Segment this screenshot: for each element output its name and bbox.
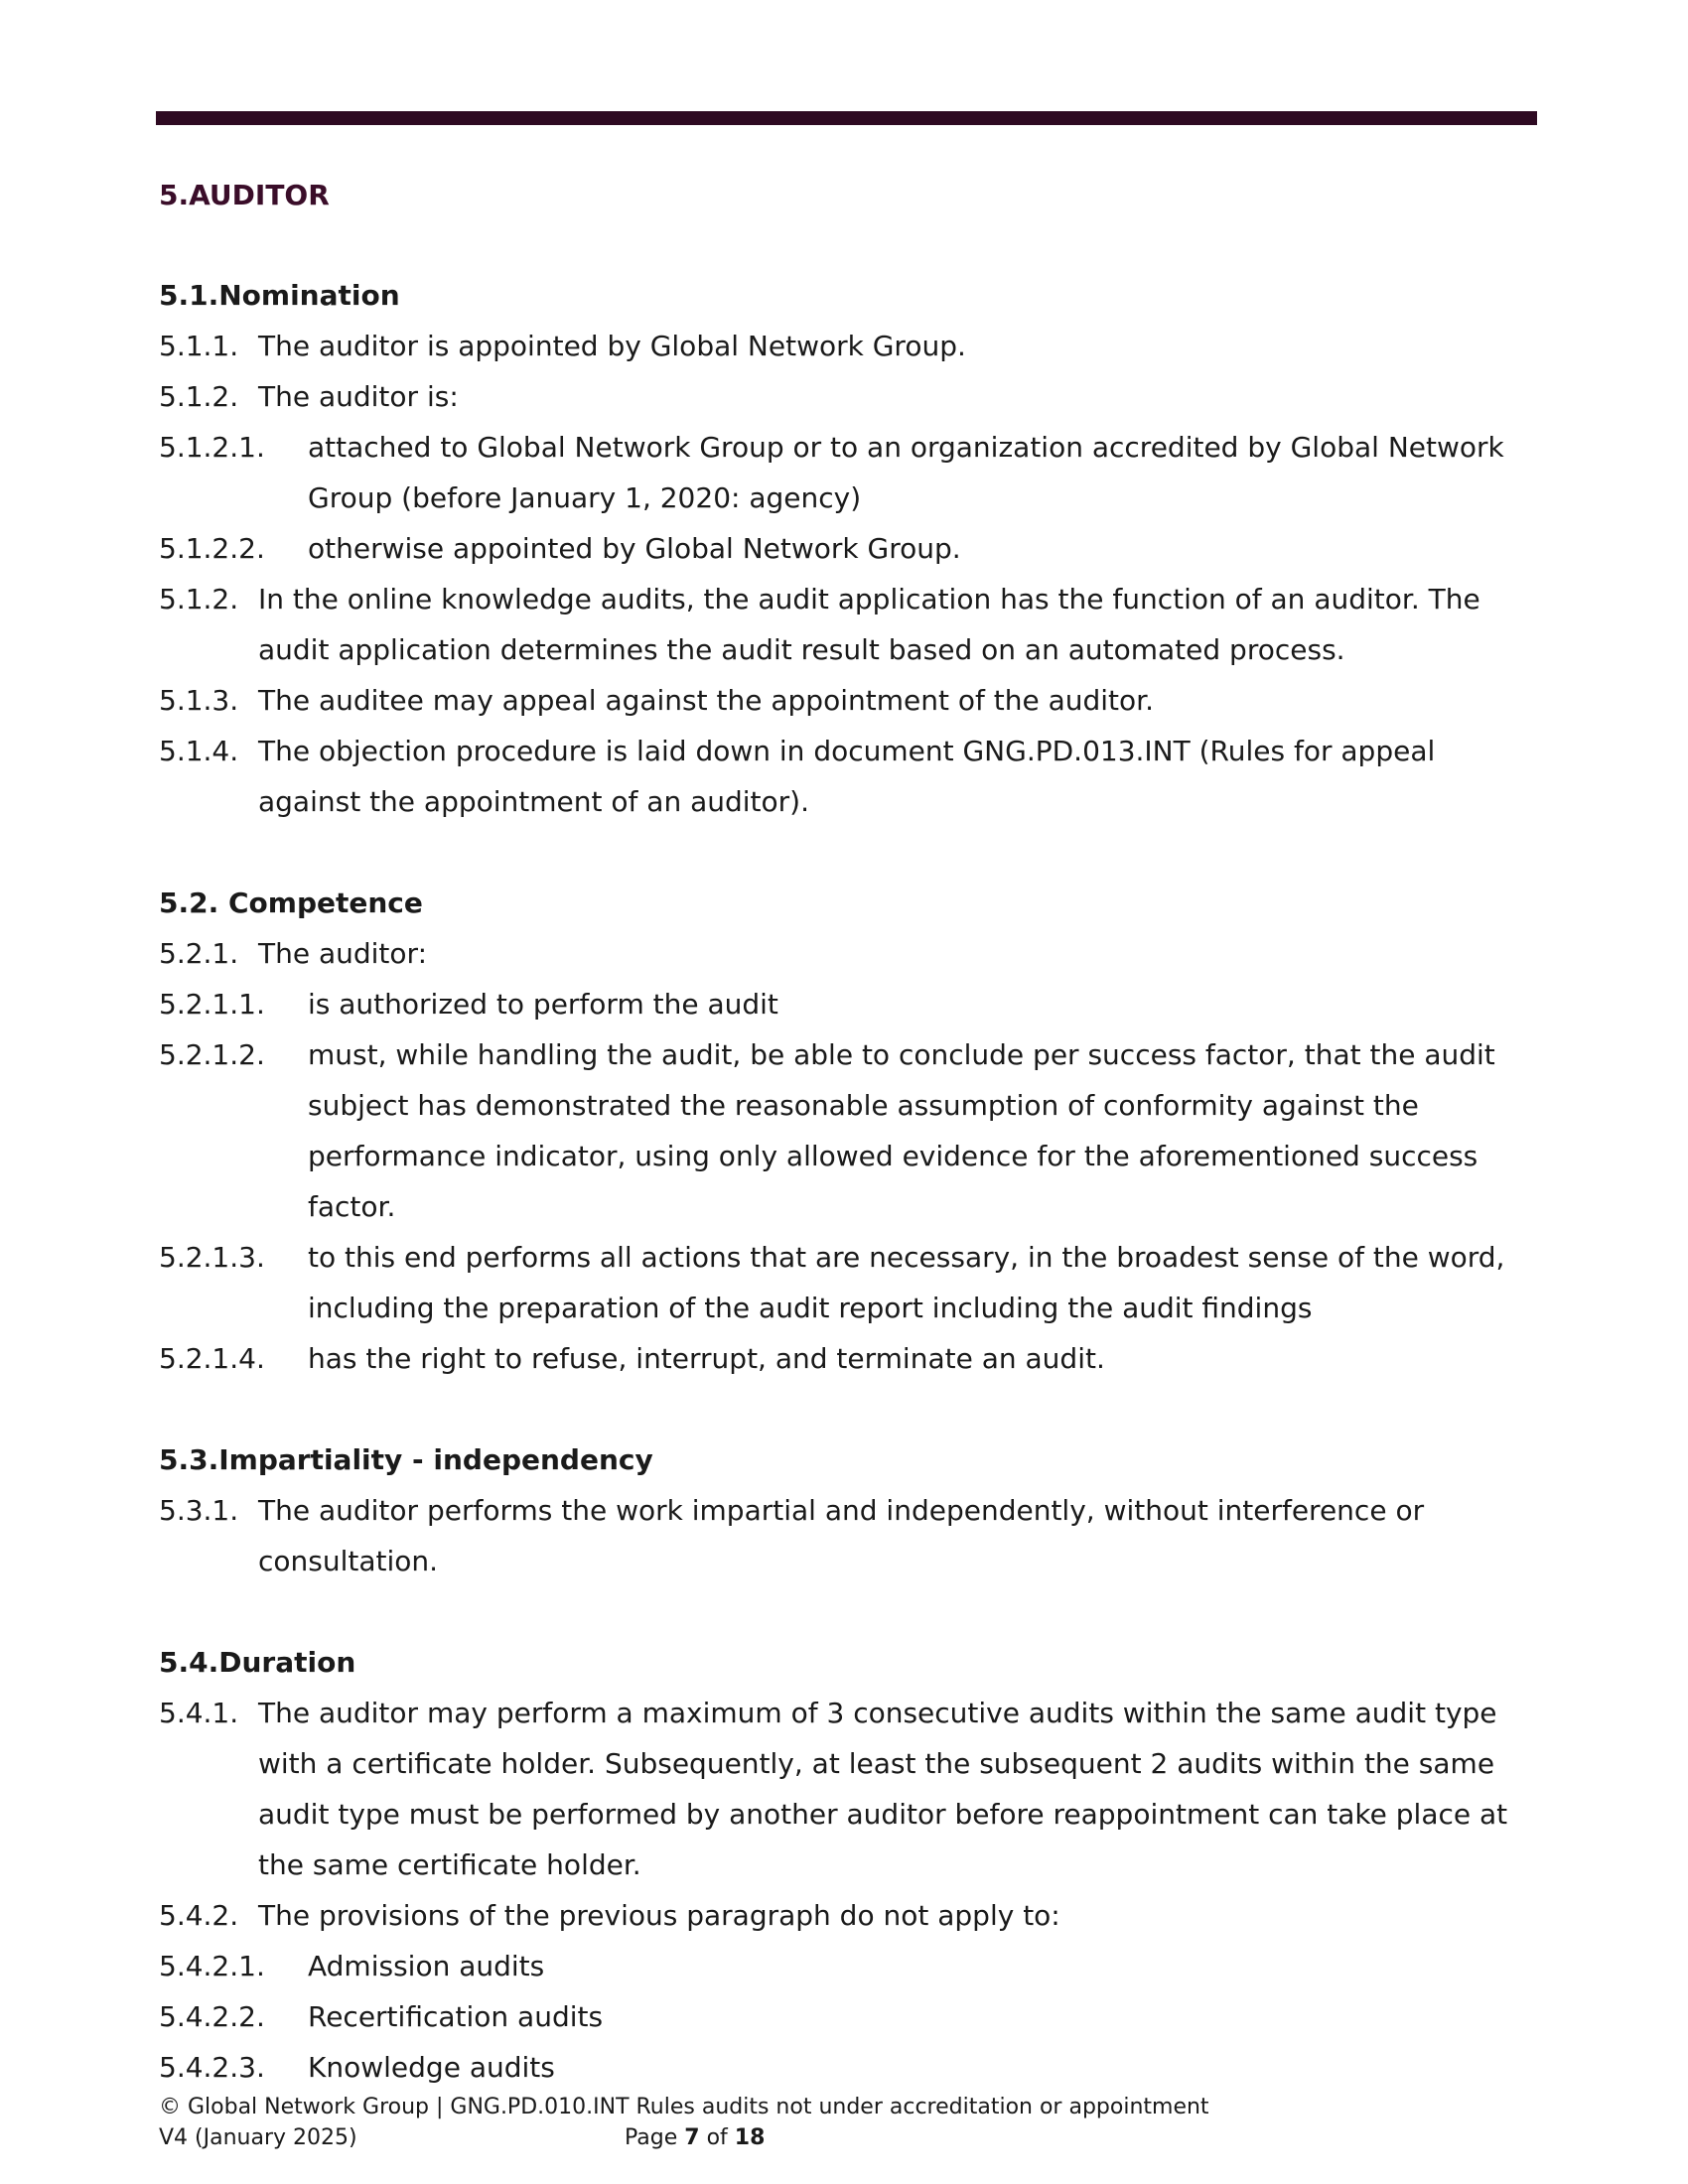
item-number: 5.4.2.1.	[159, 1950, 265, 1982]
footer-version: V4 (January 2025)	[159, 2125, 357, 2150]
list-item	[159, 1688, 1539, 1890]
item-text: The auditor is:	[258, 380, 459, 413]
page-total: 18	[734, 2125, 766, 2150]
item-text: The auditee may appeal against the appointment of the auditor.	[258, 684, 1154, 717]
item-number: 5.2.1.3.	[159, 1241, 265, 1274]
item-text: must, while handling the audit, be able to conclude per success factor, that the audit subject has demonstrated the reasonable assumption of conformity against the performance indicator, using only allowed evidence for the aforementioned success factor.	[308, 1038, 1495, 1223]
list-item	[159, 928, 1539, 979]
item-number: 5.2.1.1.	[159, 988, 265, 1021]
item-text: In the online knowledge audits, the audit application has the function of an auditor. The audit application determines the audit result based on an automated process.	[258, 583, 1480, 666]
item-text: The auditor:	[258, 937, 427, 970]
item-text: Admission audits	[308, 1950, 545, 1982]
item-number: 5.4.1.	[159, 1697, 239, 1729]
list-item	[159, 523, 1539, 574]
list-item	[159, 1029, 1539, 1232]
heading-impartiality: 5.3.Impartiality - independency	[159, 1443, 653, 1476]
section-title: 5.AUDITOR	[159, 179, 330, 211]
list-item	[159, 979, 1539, 1029]
item-text: The auditor may perform a maximum of 3 consecutive audits within the same audit type with a certificate holder. Subsequently, at least the subsequent 2 audits within the same audit type must be performed by another auditor before reappointment can take place at the same certificate holder.	[258, 1697, 1508, 1881]
list-item	[159, 1890, 1539, 1941]
item-number: 5.4.2.	[159, 1899, 239, 1932]
item-number: 5.1.3.	[159, 684, 239, 717]
item-number: 5.4.2.2.	[159, 2000, 265, 2033]
item-text: The provisions of the previous paragraph do not apply to:	[258, 1899, 1060, 1932]
item-number: 5.1.2.	[159, 583, 239, 615]
item-text: attached to Global Network Group or to an organization accredited by Global Network Group (before January 1, 2020: agency)	[308, 431, 1504, 514]
list-item	[159, 1485, 1539, 1586]
item-number: 5.1.4.	[159, 735, 239, 767]
item-number: 5.2.1.4.	[159, 1342, 265, 1375]
item-text: to this end performs all actions that are necessary, in the broadest sense of the word, including the preparation of the audit report including the audit findings	[308, 1241, 1505, 1324]
list-item	[159, 675, 1539, 726]
item-number: 5.3.1.	[159, 1494, 239, 1527]
list-item	[159, 574, 1539, 675]
item-number: 5.2.1.2.	[159, 1038, 265, 1071]
list-item	[159, 422, 1539, 523]
item-number: 5.1.1.	[159, 330, 239, 362]
item-number: 5.1.2.1.	[159, 431, 265, 464]
item-text: has the right to refuse, interrupt, and terminate an audit.	[308, 1342, 1105, 1375]
footer-copyright: © Global Network Group | GNG.PD.010.INT Rules audits not under accreditation or appointment	[159, 2095, 1209, 2119]
item-text: Recertification audits	[308, 2000, 604, 2033]
footer-page-number	[625, 2125, 765, 2150]
heading-duration: 5.4.Duration	[159, 1646, 356, 1679]
item-number: 5.1.2.2.	[159, 532, 265, 565]
list-item	[159, 321, 1539, 371]
page-label: Page	[625, 2125, 678, 2150]
list-item	[159, 2042, 1539, 2093]
item-text: otherwise appointed by Global Network Group.	[308, 532, 961, 565]
heading-competence: 5.2. Competence	[159, 887, 423, 919]
item-text: is authorized to perform the audit	[308, 988, 778, 1021]
list-item	[159, 726, 1539, 827]
item-text: The objection procedure is laid down in document GNG.PD.013.INT (Rules for appeal against the appointment of an auditor).	[258, 735, 1436, 818]
item-text: The auditor performs the work impartial and independently, without interference or consultation.	[258, 1494, 1425, 1577]
list-item	[159, 1232, 1539, 1333]
header-rule	[156, 111, 1537, 125]
list-item	[159, 371, 1539, 422]
list-item	[159, 1941, 1539, 1991]
page-of-label: of	[706, 2125, 728, 2150]
page-current: 7	[684, 2125, 700, 2150]
list-item	[159, 1333, 1539, 1384]
list-item	[159, 1991, 1539, 2042]
heading-nomination: 5.1.Nomination	[159, 279, 400, 312]
item-number: 5.1.2.	[159, 380, 239, 413]
item-number: 5.4.2.3.	[159, 2051, 265, 2084]
item-text: The auditor is appointed by Global Network Group.	[258, 330, 966, 362]
item-number: 5.2.1.	[159, 937, 239, 970]
item-text: Knowledge audits	[308, 2051, 555, 2084]
